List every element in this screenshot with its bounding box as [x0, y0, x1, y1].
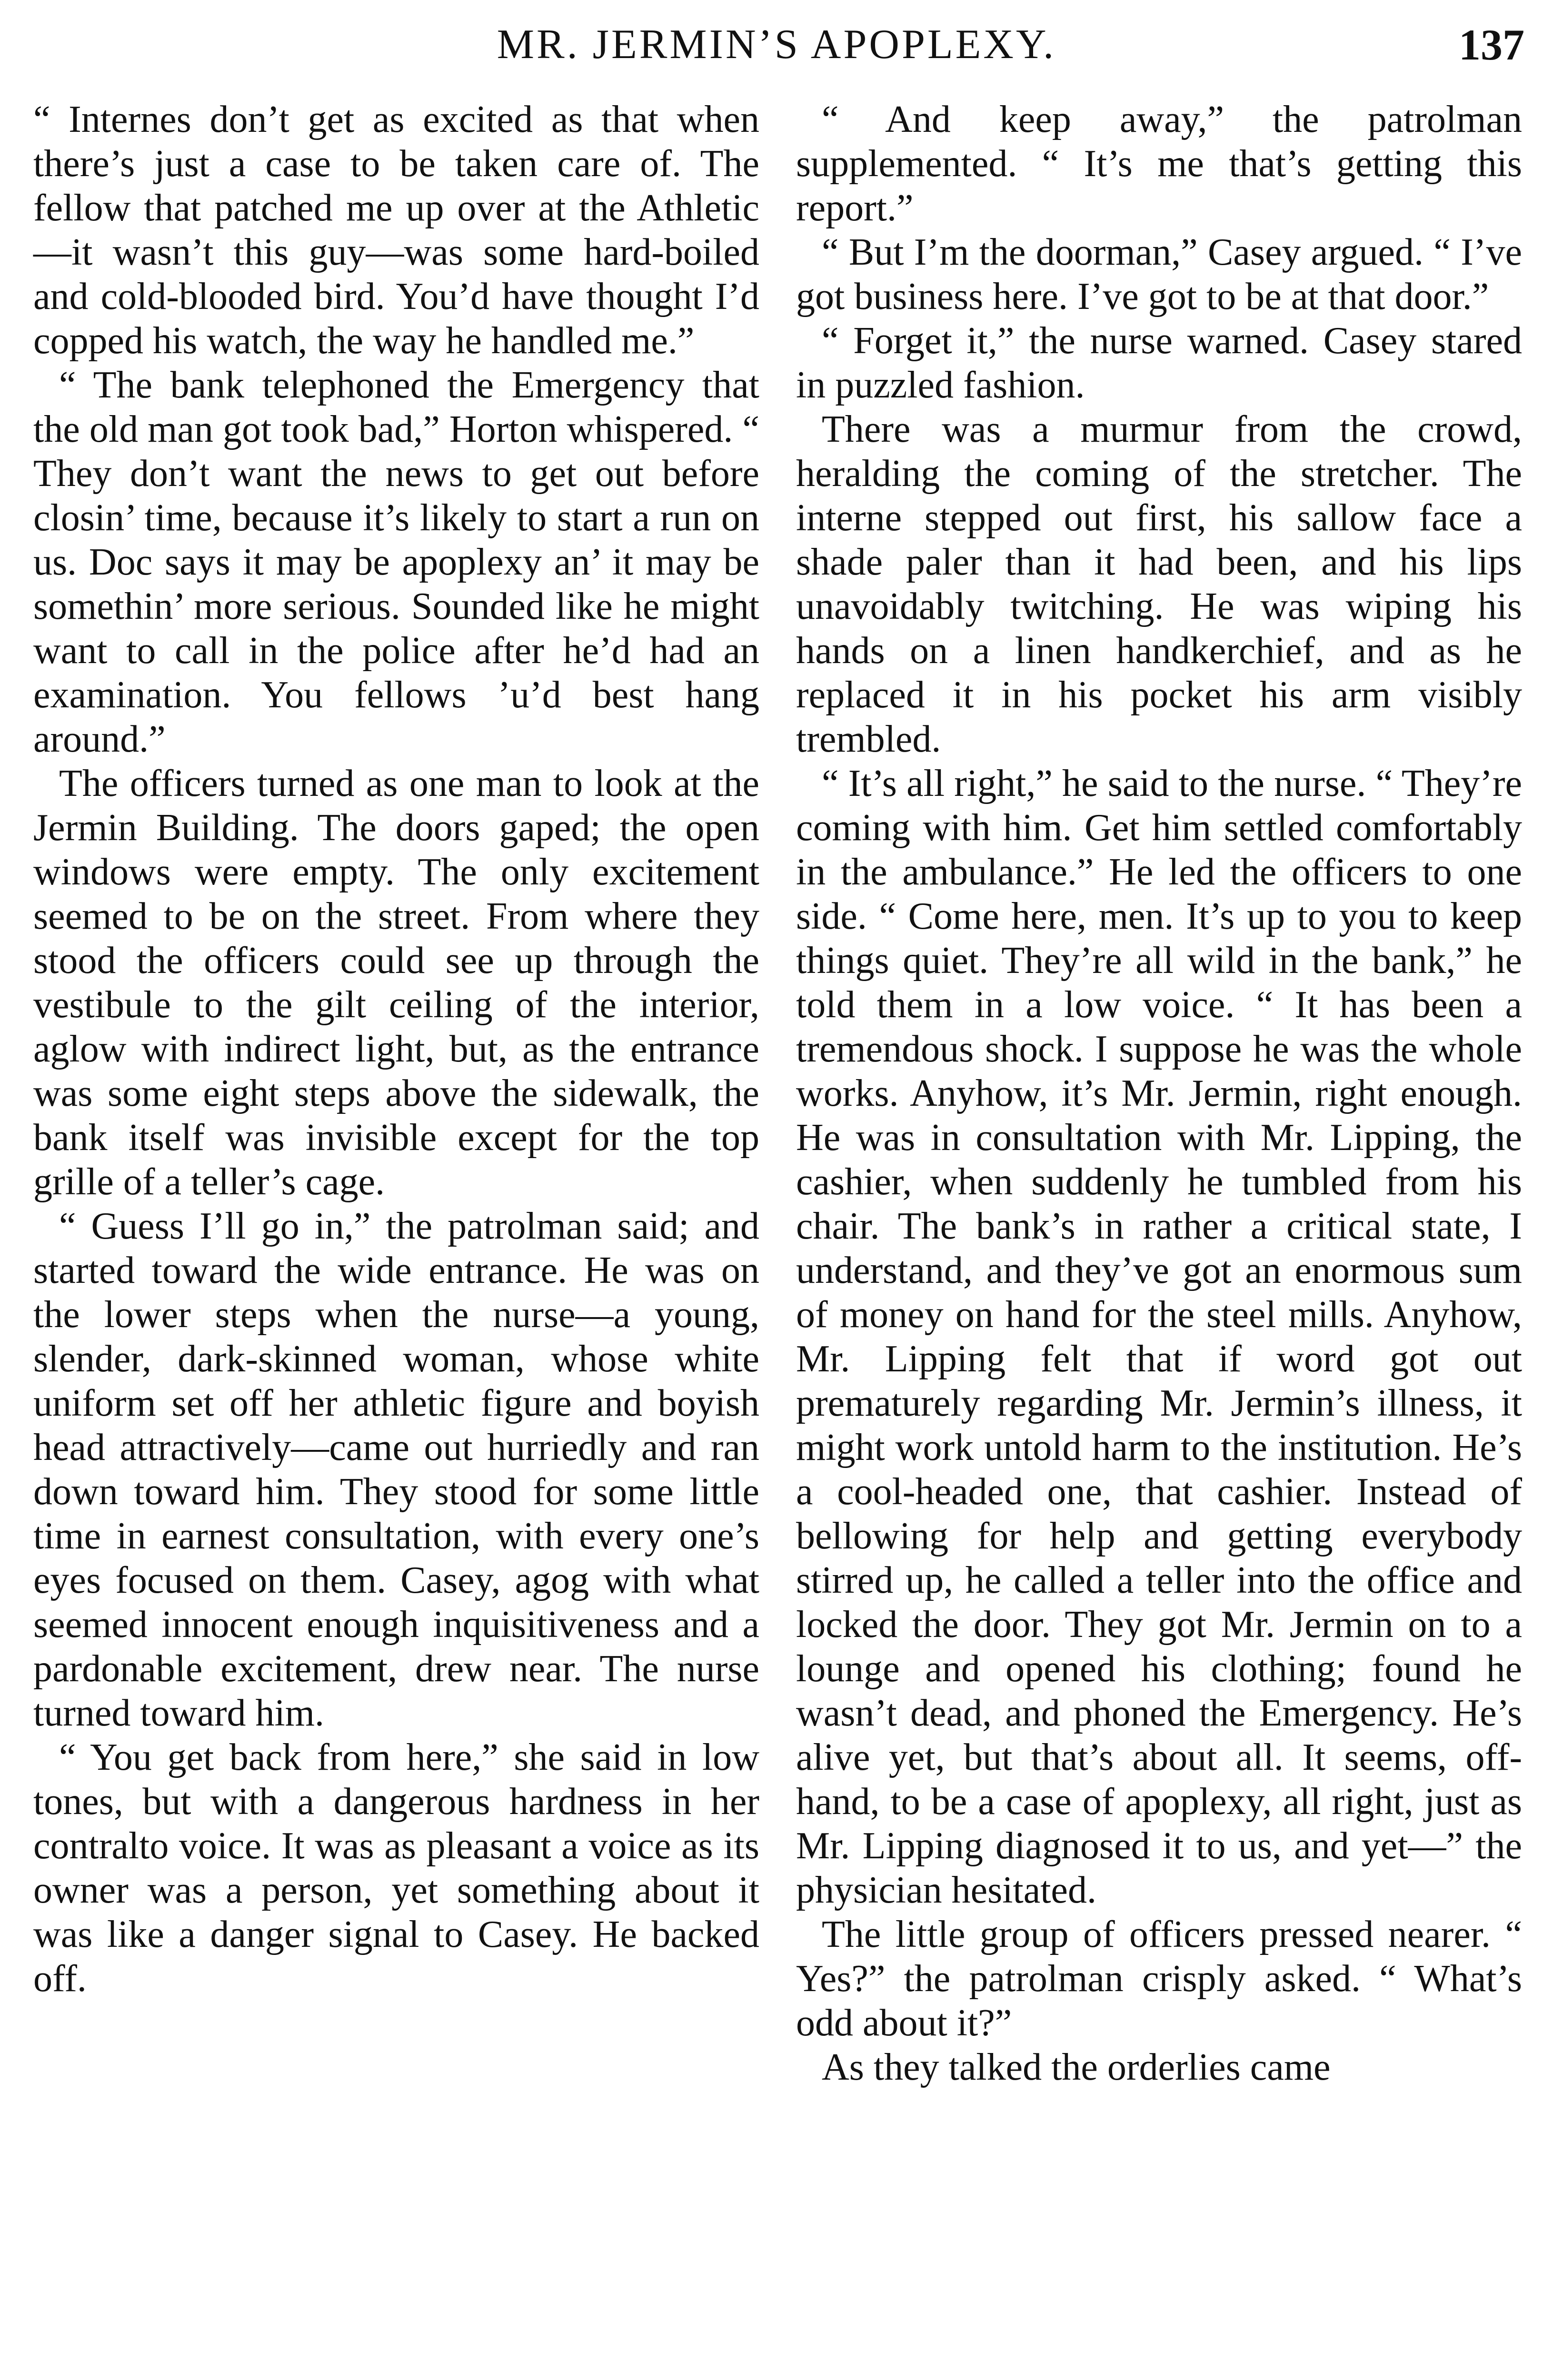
- running-title: MR. JERMIN’S APOPLEXY.: [497, 21, 1056, 68]
- paragraph: “ The bank telephoned the Emergency that the old man got took bad,” Horton whispered. “ They don’t want the news to get out before closin’ time, because it’s likely to start a run on us. Doc says it may be apoplexy an’ it may be somethin’ more serious. Sounded like he might want to call in the police after he’d had an examination. You fellows ’u’d best hang around.”: [33, 364, 759, 760]
- paragraph: “ It’s all right,” he said to the nurse. “ They’re coming with him. Get him settled comfortably in the ambulance.” He led the officers to one side. “ Come here, men. It’s up to you to keep things quiet. They’re all wild in the bank,” he told them in a low voice. “ It has been a tremendous shock. I suppose he was the whole works. Anyhow, it’s Mr. Jermin, right enough. He was in consultation with Mr. Lipping, the cashier, when suddenly he tumbled from his chair. The bank’s in rather a critical state, I understand, and they’ve got an enormous sum of money on hand for the steel mills. Anyhow, Mr. Lipping felt that if word got out prematurely regarding Mr. Jermin’s illness, it might work untold harm to the institution. He’s a cool-headed one, that cashier. Instead of bellowing for help and getting everybody stirred up, he called a teller into the office and locked the door. They got Mr. Jermin on to a lounge and opened his clothing; found he wasn’t dead, and phoned the Emergency. He’s alive yet, but that’s about all. It seems, off-hand, to be a case of apoplexy, all right, just as Mr. Lipping diagnosed it to us, and yet—” the physician hesitated.: [796, 763, 1522, 1911]
- running-head: [29, 16, 1524, 73]
- text-column-right: [796, 98, 1522, 2090]
- paragraph: “ But I’m the doorman,” Casey argued. “ I’ve got business here. I’ve got to be at that door.”: [796, 231, 1522, 317]
- paragraph: There was a murmur from the crowd, heralding the coming of the stretcher. The interne stepped out first, his sallow face a shade paler than it had been, and his lips unavoidably twitching. He was wiping his hands on a linen handkerchief, and as he replaced it in his pocket his arm visibly trembled.: [796, 408, 1522, 760]
- text-column-left: [33, 98, 759, 2001]
- paragraph: “ You get back from here,” she said in low tones, but with a dangerous hardness in her contralto voice. It was as pleasant a voice as its owner was a person, yet something about it was like a danger signal to Casey. He backed off.: [33, 1736, 759, 2000]
- paragraph: “ And keep away,” the patrolman supplemented. “ It’s me that’s getting this report.”: [796, 99, 1522, 229]
- page-number: 137: [1459, 20, 1524, 69]
- paragraph: “ Internes don’t get as excited as that when there’s just a case to be taken care of. The fellow that patched me up over at the Athletic—it wasn’t this guy—was some hard-boiled and cold-blooded bird. You’d have thought I’d copped his watch, the way he handled me.”: [33, 99, 759, 362]
- paragraph: The officers turned as one man to look at the Jermin Building. The doors gaped; the open windows were empty. The only excitement seemed to be on the street. From where they stood the officers could see up through the vestibule to the gilt ceiling of the interior, aglow with indirect light, but, as the entrance was some eight steps above the sidewalk, the bank itself was invisible except for the top grille of a teller’s cage.: [33, 763, 759, 1203]
- paragraph: The little group of officers pressed nearer. “ Yes?” the patrolman crisply asked. “ What’s odd about it?”: [796, 1914, 1522, 2044]
- paragraph: As they talked the orderlies came: [822, 2046, 1331, 2088]
- paragraph: “ Forget it,” the nurse warned. Casey stared in puzzled fashion.: [796, 320, 1522, 406]
- paragraph: “ Guess I’ll go in,” the patrolman said; and started toward the wide entrance. He was on the lower steps when the nurse—a young, slender, dark-skinned woman, whose white uniform set off her athletic figure and boyish head attractively—came out hurriedly and ran down toward him. They stood for some little time in earnest consultation, with every one’s eyes focused on them. Casey, agog with what seemed innocent enough inquisitiveness and a pardonable excitement, drew near. The nurse turned toward him.: [33, 1205, 759, 1734]
